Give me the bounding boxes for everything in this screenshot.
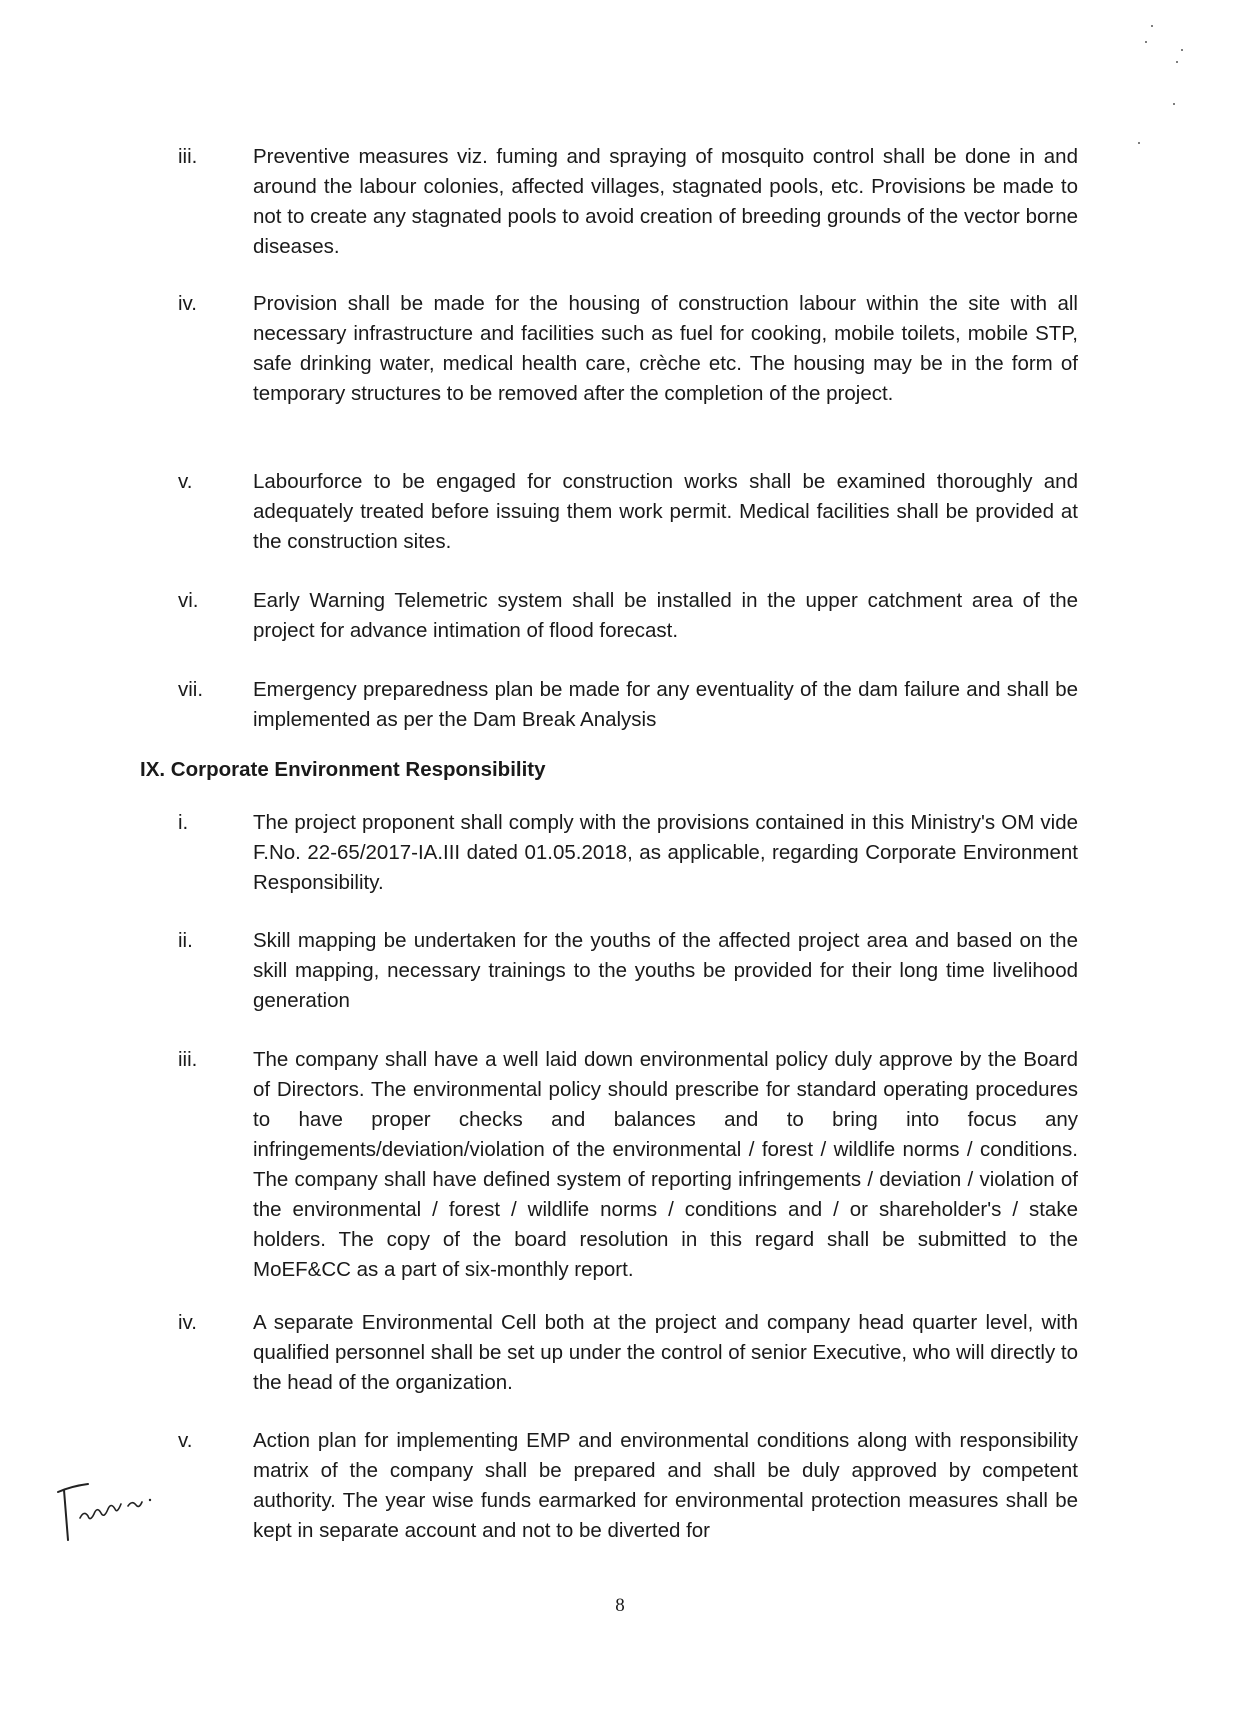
list-item	[178, 142, 1078, 262]
item-text: Provision shall be made for the housing of construction labour within the site with all necessary infrastructure and facilities such as fuel for cooking, mobile toilets, mobile STP, safe drinking water, medical health care, crèche etc. The housing may be in the form of temporary structures to be removed after the completion of the project.	[253, 292, 1078, 405]
item-numeral: vi.	[178, 589, 199, 612]
item-text: Early Warning Telemetric system shall be installed in the upper catchment area of the project for advance intimation of flood forecast.	[253, 589, 1078, 642]
list-item	[178, 1045, 1078, 1285]
list-item	[178, 808, 1078, 898]
item-text: Skill mapping be undertaken for the youths of the affected project area and based on the skill mapping, necessary trainings to the youths be provided for their long time livelihood generation	[253, 929, 1078, 1012]
item-numeral: i.	[178, 811, 189, 834]
handwritten-signature	[50, 1470, 170, 1550]
item-text: A separate Environmental Cell both at the project and company head quarter level, with qualified personnel shall be set up under the control of senior Executive, who will directly to the head of the organization.	[253, 1311, 1079, 1394]
item-numeral: v.	[178, 1429, 193, 1452]
list-item	[178, 1308, 1078, 1398]
list-item	[178, 1426, 1078, 1546]
item-numeral: vii.	[178, 678, 204, 701]
list-item	[178, 289, 1078, 409]
item-numeral: iii.	[178, 145, 198, 168]
scan-specks	[1130, 20, 1190, 150]
page-number: 8	[615, 1595, 625, 1616]
item-numeral: iii.	[178, 1048, 198, 1071]
list-item	[178, 586, 1078, 646]
section-heading: IX. Corporate Environment Responsibility	[140, 758, 546, 781]
item-text: The project proponent shall comply with the provisions contained in this Ministry's OM vide F.No. 22-65/2017-IA.III dated 01.05.2018, as applicable, regarding Corporate Environment Responsibility.	[253, 811, 1078, 894]
item-text: The company shall have a well laid down environmental policy duly approve by the Board of Directors. The environmental policy should prescribe for standard operating procedures to have proper checks and balances and to bring into focus any infringements/deviation/violation of the environmental / forest / wildlife norms / conditions. The company shall have defined system of reporting infringements / deviation / violation of the environmental / forest / wildlife norms / conditions and / or shareholder's / stake holders. The copy of the board resolution in this regard shall be submitted to the MoEF&CC as a part of six-monthly report.	[253, 1048, 1078, 1281]
list-item	[178, 467, 1078, 557]
list-item	[178, 926, 1078, 1016]
item-numeral: iv.	[178, 292, 197, 315]
item-numeral: ii.	[178, 929, 193, 952]
item-text: Labourforce to be engaged for construction works shall be examined thoroughly and adequately treated before issuing them work permit. Medical facilities shall be provided at the construction sites.	[253, 470, 1078, 553]
item-text: Emergency preparedness plan be made for any eventuality of the dam failure and shall be implemented as per the Dam Break Analysis	[253, 678, 1078, 731]
item-numeral: iv.	[178, 1311, 197, 1334]
list-item	[178, 675, 1078, 735]
item-numeral: v.	[178, 470, 193, 493]
item-text: Action plan for implementing EMP and environmental conditions along with responsibility matrix of the company shall be prepared and shall be duly approved by competent authority. The year wise funds earmarked for environmental protection measures shall be kept in separate account and not to be diverted for	[253, 1429, 1078, 1542]
item-text: Preventive measures viz. fuming and spraying of mosquito control shall be done in and around the labour colonies, affected villages, stagnated pools, etc. Provisions be made to not to create any stagnated pools to avoid creation of breeding grounds of the vector borne diseases.	[253, 145, 1078, 258]
